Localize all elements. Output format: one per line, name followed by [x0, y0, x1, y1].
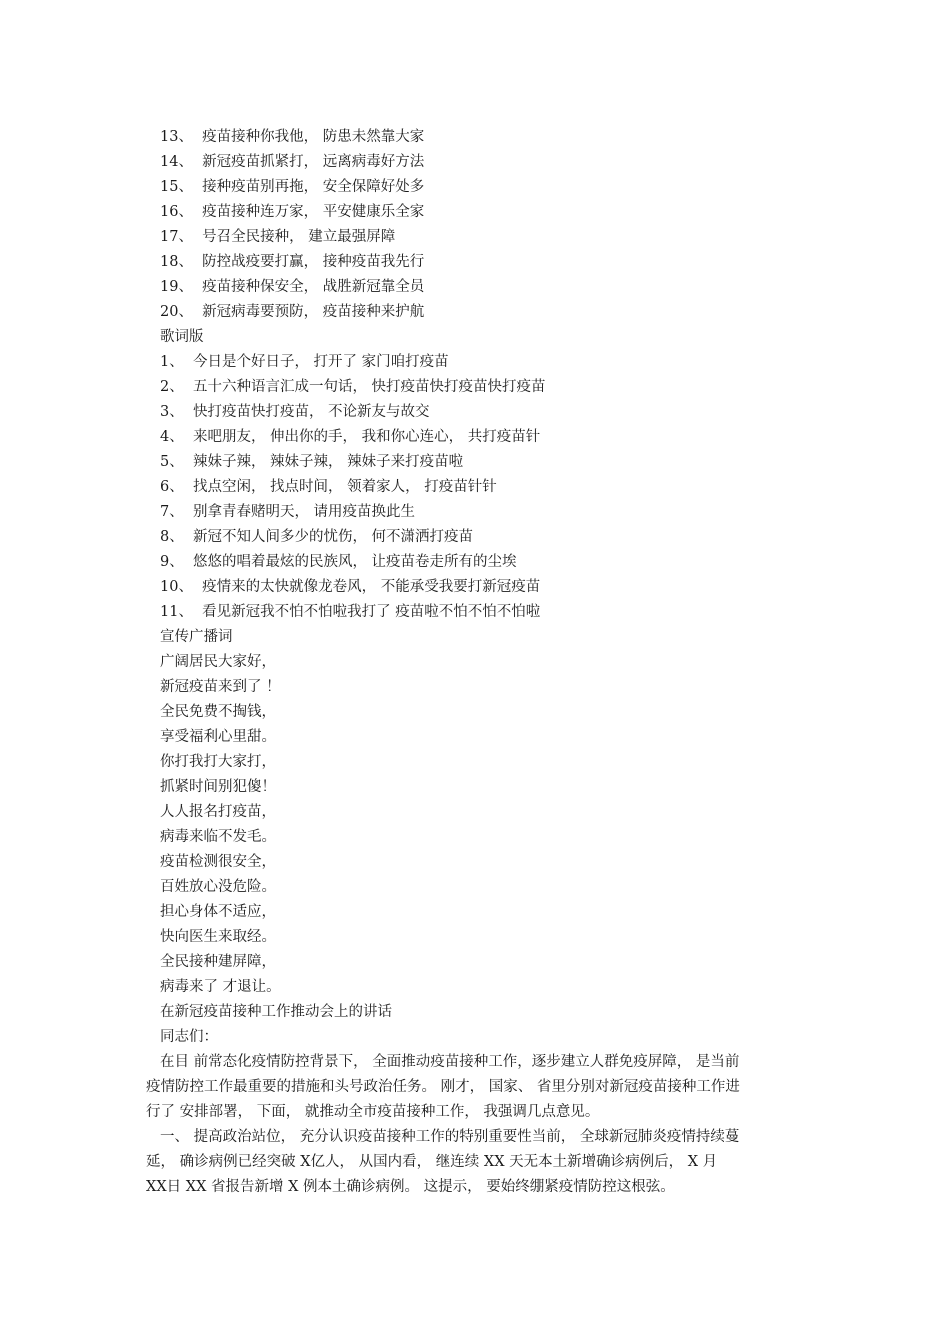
verse-line: 疫苗检测很安全，: [160, 854, 276, 870]
broadcast-verse: [146, 650, 811, 1000]
paragraph-line: XX日 XX 省报告新增 X 例本土确诊病例。 这提示， 要始终绷紧疫情防控这根弦。: [146, 1179, 675, 1195]
paragraph-line: 在目 前常态化疫情防控背景下， 全面推动疫苗接种工作，逐步建立人群免疫屏障， 是当前: [160, 1054, 740, 1070]
list-item: 17、 号召全民接种， 建立最强屏障: [160, 229, 396, 245]
verse-line: 快向医生来取经。: [160, 929, 276, 945]
verse-line: 新冠疫苗来到了 ！: [160, 679, 281, 695]
verse-line: 享受福利心里甜。: [160, 729, 276, 745]
verse-line: 全民接种建屏障，: [160, 954, 276, 970]
verse-line: 担心身体不适应，: [160, 904, 276, 920]
verse-line: 病毒来了 才退让。: [160, 979, 281, 995]
list-item: 11、 看见新冠我不怕不怕啦我打了 疫苗啦不怕不怕不怕啦: [160, 604, 541, 620]
paragraph-line: 行了 安排部署， 下面， 就推动全市疫苗接种工作， 我强调几点意见。: [146, 1104, 600, 1120]
verse-line: 百姓放心没危险。: [160, 879, 276, 895]
list-item: 7、 别拿青春赌明天， 请用疫苗换此生: [160, 504, 416, 520]
verse-line: 全民免费不掏钱，: [160, 704, 276, 720]
lyrics-heading: 歌词版: [160, 329, 204, 345]
lyrics-list: [146, 350, 811, 625]
list-item: 8、 新冠不知人间多少的忧伤， 何不潇洒打疫苗: [160, 529, 474, 545]
list-item: 9、 悠悠的唱着最炫的民族风， 让疫苗卷走所有的尘埃: [160, 554, 517, 570]
list-item: 18、 防控战疫要打赢， 接种疫苗我先行: [160, 254, 425, 270]
verse-line: 抓紧时间别犯傻！: [160, 779, 276, 795]
list-item: 20、 新冠病毒要预防， 疫苗接种来护航: [160, 304, 425, 320]
slogan-list: [146, 125, 811, 325]
list-item: 4、 来吧朋友， 伸出你的手， 我和你心连心， 共打疫苗针: [160, 429, 541, 445]
paragraph-line: 一、 提高政治站位， 充分认识疫苗接种工作的特别重要性当前， 全球新冠肺炎疫情持续蔓: [160, 1129, 740, 1145]
paragraph-line: 延， 确诊病例已经突破 X亿人， 从国内看， 继连续 XX 天无本土新增确诊病例后， X 月: [146, 1154, 718, 1170]
list-item: 19、 疫苗接种保安全， 战胜新冠靠全员: [160, 279, 425, 295]
list-item: 1、 今日是个好日子， 打开了 家门咱打疫苗: [160, 354, 449, 370]
list-item: 2、 五十六种语言汇成一句话， 快打疫苗快打疫苗快打疫苗: [160, 379, 546, 395]
speech-heading: 在新冠疫苗接种工作推动会上的讲话: [160, 1004, 392, 1020]
list-item: 10、 疫情来的太快就像龙卷风， 不能承受我要打新冠疫苗: [160, 579, 541, 595]
document-body: [146, 125, 811, 1200]
speech-paragraph: [146, 1125, 811, 1200]
list-item: 15、 接种疫苗别再拖， 安全保障好处多: [160, 179, 425, 195]
list-item: 14、 新冠疫苗抓紧打， 远离病毒好方法: [160, 154, 425, 170]
speech-greeting: 同志们：: [160, 1029, 218, 1045]
list-item: 6、 找点空闲， 找点时间， 领着家人， 打疫苗针针: [160, 479, 497, 495]
list-item: 16、 疫苗接种连万家， 平安健康乐全家: [160, 204, 425, 220]
list-item: 3、 快打疫苗快打疫苗， 不论新友与故交: [160, 404, 430, 420]
broadcast-heading: 宣传广播词: [160, 629, 233, 645]
speech-paragraph: [146, 1050, 811, 1125]
verse-line: 你打我打大家打，: [160, 754, 276, 770]
list-item: 5、 辣妹子辣， 辣妹子辣， 辣妹子来打疫苗啦: [160, 454, 464, 470]
list-item: 13、 疫苗接种你我他， 防患未然靠大家: [160, 129, 425, 145]
verse-line: 人人报名打疫苗，: [160, 804, 276, 820]
verse-line: 广阔居民大家好，: [160, 654, 276, 670]
verse-line: 病毒来临不发毛。: [160, 829, 276, 845]
paragraph-line: 疫情防控工作最重要的措施和头号政治任务。 刚才， 国家、 省里分别对新冠疫苗接种工作进: [146, 1079, 740, 1095]
